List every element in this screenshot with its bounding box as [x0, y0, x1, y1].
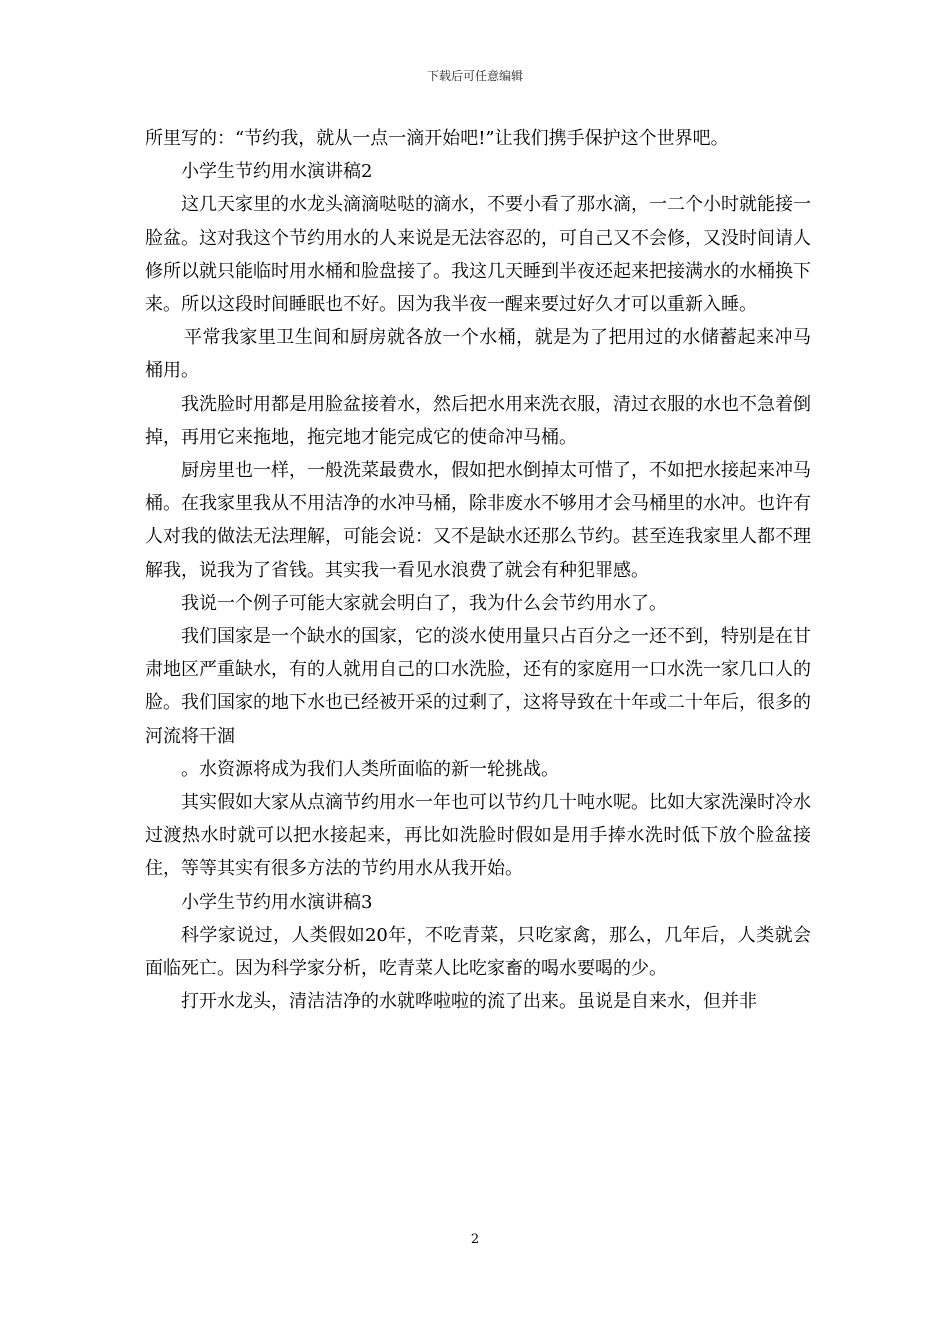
section-heading-speech-2: 小学生节约用水演讲稿2	[181, 161, 373, 183]
document-body	[145, 122, 811, 1018]
paragraph: 其实假如大家从点滴节约用水一年也可以节约几十吨水呢。比如大家洗澡时冷水过渡热水时就可以把水接起来，再比如洗脸时假如是用手捧水洗时低下放个脸盆接住，等等其实有很多方法的节约用水从我开始。	[145, 792, 811, 880]
page-header-note: 下载后可任意编辑	[426, 69, 523, 83]
paragraph: 平常我家里卫生间和厨房就各放一个水桶，就是为了把用过的水储蓄起来冲马桶用。	[145, 327, 811, 382]
paragraph: 。水资源将成为我们人类所面临的新一轮挑战。	[181, 758, 559, 780]
section-heading-speech-3: 小学生节约用水演讲稿3	[181, 891, 373, 913]
paragraph: 厨房里也一样，一般洗菜最费水，假如把水倒掉太可惜了，不如把水接起来冲马桶。在我家里我从不用洁净的水冲马桶，除非废水不够用才会马桶里的水冲。也许有人对我的做法无法理解，可能会说：又不是缺水还那么节约。甚至连我家里人都不理解我，说我为了省钱。其实我一看见水浪费了就会有种犯罪感。	[145, 460, 811, 581]
paragraph: 打开水龙头，清洁洁净的水就哗啦啦的流了出来。虽说是自来水，但并非	[181, 991, 757, 1013]
paragraph: 我们国家是一个缺水的国家，它的淡水使用量只占百分之一还不到，特别是在甘肃地区严重缺水，有的人就用自己的口水洗脸，还有的家庭用一口水洗一家几口人的脸。我们国家的地下水也已经被开采的过剩了，这将导致在十年或二十年后，很多的河流将干涸	[145, 626, 811, 747]
paragraph: 这几天家里的水龙头滴滴哒哒的滴水，不要小看了那水滴，一二个小时就能接一脸盆。这对我这个节约用水的人来说是无法容忍的，可自己又不会修，又没时间请人修所以就只能临时用水桶和脸盘接了。我这几天睡到半夜还起来把接满水的水桶换下来。所以这段时间睡眠也不好。因为我半夜一醒来要过好久才可以重新入睡。	[145, 194, 811, 316]
paragraph: 我说一个例子可能大家就会明白了，我为什么会节约用水了。	[181, 592, 667, 614]
paragraph: 科学家说过，人类假如20年，不吃青菜，只吃家禽，那么，几年后，人类就会面临死亡。因为科学家分析，吃青菜人比吃家畜的喝水要喝的少。	[145, 924, 811, 980]
paragraph-closing-quote: 所里写的：“节约我，就从一点一滴开始吧!”让我们携手保护这个世界吧。	[145, 128, 729, 149]
page-number: 2	[470, 1232, 480, 1247]
paragraph: 我洗脸时用都是用脸盆接着水，然后把水用来洗衣服，清过衣服的水也不急着倒掉，再用它来拖地，拖完地才能完成它的使命冲马桶。	[145, 393, 811, 448]
